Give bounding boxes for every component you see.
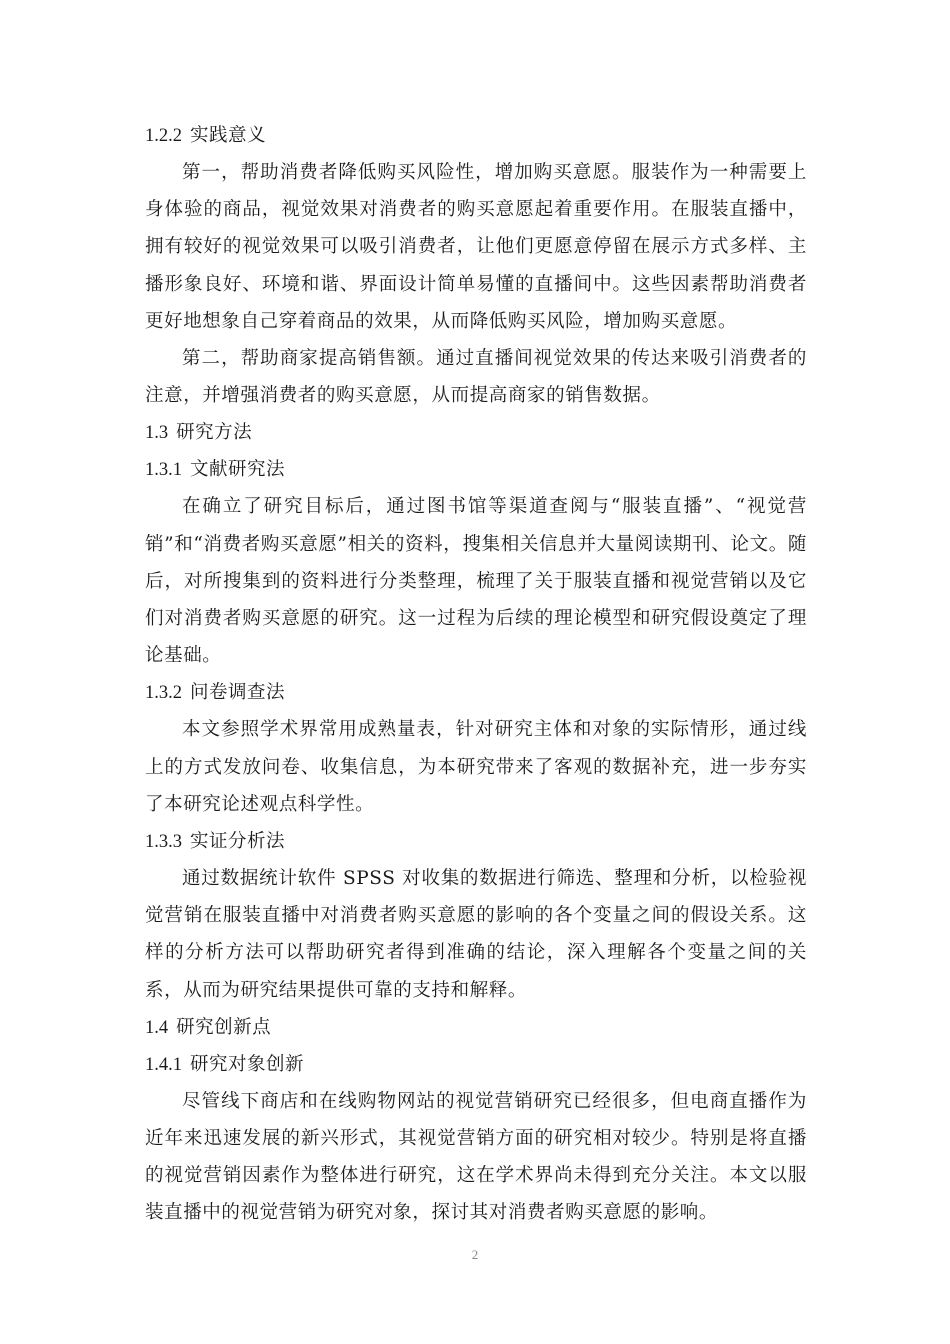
section-title: 问卷调查法 [190, 682, 286, 704]
paragraph: 尽管线下商店和在线购物网站的视觉营销研究已经很多，但电商直播作为近年来迅速发展的新兴形式，其视觉营销方面的研究相对较少。特别是将直播的视觉营销因素作为整体进行研究，这在学术界尚未得到充分关注。本文以服装直播中的视觉营销为研究对象，探讨其对消费者购买意愿的影响。 [145, 1090, 807, 1224]
page-number: 2 [471, 1247, 479, 1262]
section-number: 1.3.3 [145, 832, 182, 853]
page-body [145, 117, 807, 1232]
heading-1-2-2 [145, 117, 807, 154]
section-number: 1.3.1 [145, 460, 182, 481]
heading-1-4-1 [145, 1046, 807, 1083]
paragraph: 本文参照学术界常用成熟量表，针对研究主体和对象的实际情形，通过线上的方式发放问卷、收集信息，为本研究带来了客观的数据补充，进一步夯实了本研究论述观点科学性。 [145, 719, 807, 815]
section-title: 文献研究法 [190, 459, 286, 481]
heading-1-3-1 [145, 451, 807, 488]
paragraph: 第一，帮助消费者降低购买风险性，增加购买意愿。服装作为一种需要上身体验的商品，视觉效果对消费者的购买意愿起着重要作用。在服装直播中，拥有较好的视觉效果可以吸引消费者，让他们更愿意停留在展示方式多样、主播形象良好、环境和谐、界面设计简单易懂的直播间中。这些因素帮助消费者更好地想象自己穿着商品的效果，从而降低购买风险，增加购买意愿。 [145, 162, 807, 332]
paragraph: 在确立了研究目标后，通过图书馆等渠道查阅与“服装直播”、“视觉营销”和“消费者购买意愿”相关的资料，搜集相关信息并大量阅读期刊、论文。随后，对所搜集到的资料进行分类整理，梳理了关于服装直播和视觉营销以及它们对消费者购买意愿的研究。这一过程为后续的理论模型和研究假设奠定了理论基础。 [145, 496, 807, 667]
heading-1-3 [145, 414, 807, 451]
section-title: 研究创新点 [176, 1016, 272, 1038]
section-number: 1.4 [145, 1017, 169, 1038]
section-title: 研究对象创新 [190, 1053, 305, 1075]
section-number: 1.3.2 [145, 683, 182, 704]
section-number: 1.2.2 [145, 126, 182, 146]
heading-1-3-2 [145, 674, 807, 711]
section-number: 1.3 [145, 423, 169, 444]
section-title: 实证分析法 [190, 831, 286, 853]
heading-1-3-3 [145, 823, 807, 860]
paragraph: 通过数据统计软件 SPSS 对收集的数据进行筛选、整理和分析，以检验视觉营销在服装直播中对消费者购买意愿的影响的各个变量之间的假设关系。这样的分析方法可以帮助研究者得到准确的结论，深入理解各个变量之间的关系，从而为研究结果提供可靠的支持和解释。 [145, 868, 807, 1001]
section-title: 研究方法 [176, 422, 253, 444]
section-number: 1.4.1 [145, 1054, 182, 1075]
heading-1-4 [145, 1009, 807, 1046]
section-title: 实践意义 [190, 125, 267, 146]
paragraph: 第二，帮助商家提高销售额。通过直播间视觉效果的传达来吸引消费者的注意，并增强消费者的购买意愿，从而提高商家的销售数据。 [145, 348, 807, 407]
